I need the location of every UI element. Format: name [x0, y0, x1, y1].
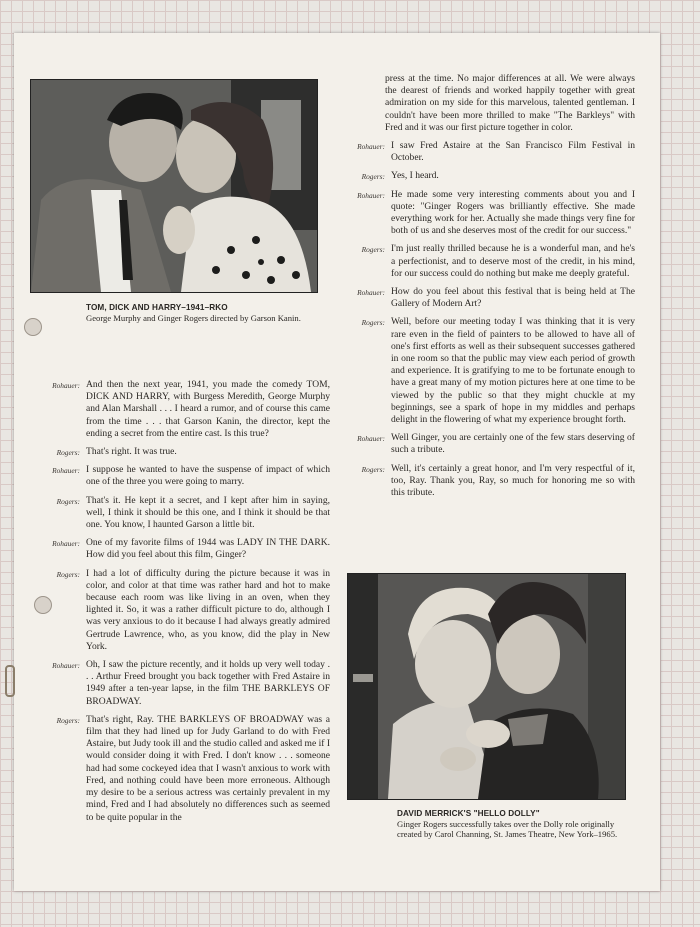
speech-text: Well, before our meeting today I was thinking that it is very rare even in the field of painters to be allowed to have all of one's first efforts as well as their subsequent successes gathered in one room so that the public may view each period of growth and experience. It is gratifying to me to be fortunate enough to have a great many of my motion pictures here at one time to be viewed by the public so that they might chuckle at my beginnings, see a spark of hope in my middles and perhaps delight in the flowering of what my experience brought forth.	[391, 316, 635, 426]
speaker-label: Rohauer:	[357, 190, 385, 200]
photo-caption-bottom	[397, 809, 627, 839]
interview-entry	[30, 446, 330, 458]
speech-text: That's it. He kept it a secret, and I kept after him in saying, well, I think it should be this one, and I think it should be that one. You know, I haunted Garson a little bit.	[86, 494, 330, 531]
speech-text: I'm just really thrilled because he is a wonderful man, and he's a perfectionist, and to deserve most of the credit, in his mind, for our success could do nothing but make me deeply grateful.	[391, 243, 635, 279]
speech-text: And then the next year, 1941, you made the comedy TOM, DICK AND HARRY, with Burgess Meredith, George Murphy and Alan Marshall . . . I heard a rumor, and of course this came from the time . . . that Garson Kanin, the director, kept the ending a secret from the entire cast. Is this true?	[86, 379, 330, 439]
speech-text: Yes, I heard.	[391, 170, 439, 182]
speech-text: Well Ginger, you are certainly one of the few stars deserving of such a tribute.	[391, 432, 635, 456]
caption-title: TOM, DICK AND HARRY–1941–RKO	[86, 303, 228, 312]
interview-entry	[335, 189, 635, 238]
speaker-label: Rogers:	[361, 172, 385, 182]
speech-text: I saw Fred Astaire at the San Francisco Film Festival in October.	[391, 140, 635, 164]
interview-entry	[335, 463, 635, 500]
speaker-label: Rogers:	[56, 448, 80, 458]
continuation-paragraph	[335, 73, 635, 134]
speech-text: That's right. It was true.	[86, 446, 177, 458]
speech-text: press at the time. No major differences at all. We were always the dearest of friends and worked happily together with great admiration on my side for this marvelous, talented gentleman. I couldn't have been more thrilled to make "The Barkleys" with Fred and it was our first picture together in color.	[385, 73, 635, 133]
speaker-label: Rogers:	[56, 496, 80, 506]
couple-kissing-photo	[30, 79, 318, 293]
speaker-label: Rohauer:	[52, 539, 80, 549]
interview-entry	[335, 432, 635, 456]
interview-entry	[335, 140, 635, 164]
speech-text: I had a lot of difficulty during the picture because it was in color, and color at that time was rather hard and hot to make because each room was like living in an oven, when they lighted it. So, it was a rather difficult picture to do, although I was very anxious to do it because I had always greatly admired Gertrude Lawrence, who, as you know, did the play in New York.	[86, 567, 330, 652]
photo-caption-top	[86, 303, 316, 323]
magazine-page	[14, 33, 660, 891]
caption-text: George Murphy and Ginger Rogers directed by Garson Kanin.	[86, 313, 301, 323]
speaker-label: Rohauer:	[357, 288, 385, 298]
speech-text: I suppose he wanted to have the suspense of impact of which one of the three you were going to marry.	[86, 464, 330, 488]
speaker-label: Rohauer:	[52, 661, 80, 671]
speaker-label: Rohauer:	[357, 434, 385, 444]
speaker-label: Rogers:	[361, 464, 385, 474]
interview-entry	[30, 568, 330, 653]
interview-column-left	[30, 379, 330, 830]
interview-entry	[30, 495, 330, 532]
speech-text: How do you feel about this festival that is being held at The Gallery of Modern Art?	[391, 286, 635, 310]
speaker-label: Rohauer:	[52, 381, 80, 390]
speech-text: Oh, I saw the picture recently, and it holds up very well today . . . Arthur Freed brought you back together with Fred Astaire in 1949 after a ten-year lapse, in the film THE BARKLEYS OF BROADWAY.	[86, 659, 330, 707]
interview-entry	[335, 243, 635, 280]
speaker-label: Rogers:	[361, 245, 385, 255]
speaker-label: Rogers:	[56, 569, 80, 579]
speaker-label: Rohauer:	[52, 466, 80, 476]
interview-entry	[30, 537, 330, 561]
interview-column-right	[335, 73, 635, 505]
speech-text: Well, it's certainly a great honor, and I'm very respectful of it, too, Ray. Thank you, Ray, so much for honoring me so with this tribute.	[391, 462, 635, 499]
two-women-dolly-costume-photo	[347, 573, 626, 800]
speech-text: That's right, Ray. THE BARKLEYS OF BROADWAY was a film that they had lined up for Judy Garland to do with Fred Astaire, but Judy took ill and the studio called and asked me if I would consider doing it with Fred. I don't know . . . someone had had some cockeyed idea that I wasn't anxious to work with Fred, and nothing could have been more erroneous. Although my desire to be a serious actress was certainly prevalent in my mind, Fred and I had absolutely no differences such as seemed to be quite popular in the	[86, 713, 330, 823]
speaker-label: Rogers:	[361, 318, 385, 328]
speaker-label: Rohauer:	[357, 142, 385, 152]
binder-clip	[5, 665, 15, 697]
caption-title: DAVID MERRICK'S "HELLO DOLLY"	[397, 809, 540, 818]
speech-text: One of my favorite films of 1944 was LADY IN THE DARK. How did you feel about this film, Ginger?	[86, 537, 330, 561]
interview-entry	[335, 286, 635, 310]
interview-entry	[335, 316, 635, 426]
interview-entry	[30, 659, 330, 708]
interview-entry	[30, 464, 330, 488]
interview-entry	[335, 170, 635, 182]
speech-text: He made some very interesting comments about you and I quote: "Ginger Rogers was brilliantly effective. She made everything work for her. Actually she made things very fine for both of us and she deserves most of the credit for our success."	[391, 188, 635, 237]
interview-entry	[30, 714, 330, 824]
punch-hole	[24, 318, 42, 336]
speaker-label: Rogers:	[56, 715, 80, 725]
interview-entry	[30, 379, 330, 440]
caption-text: Ginger Rogers successfully takes over the Dolly role originally created by Carol Channing, St. James Theatre, New York–1965.	[397, 819, 618, 839]
